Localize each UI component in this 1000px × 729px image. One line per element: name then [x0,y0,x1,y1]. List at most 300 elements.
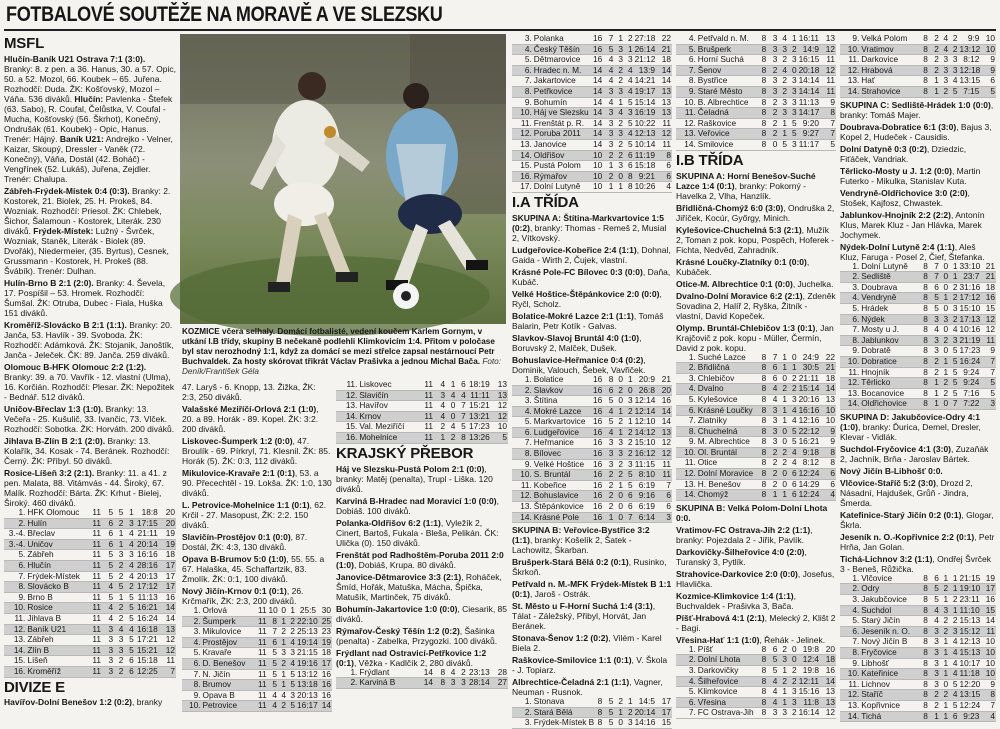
table-cell-losses: 5 [949,679,958,690]
ib-c-table [840,262,996,410]
match-report [512,289,672,309]
table-cell-draws: 1 [278,680,287,691]
table-cell-points: 13 [820,687,836,698]
table-cell-losses: 8 [456,432,466,443]
table-cell-losses: 1 [949,262,958,272]
table-cell-rank: 5. [512,55,533,66]
table-cell-played: 8 [592,707,603,718]
table-cell-rank: 8. [182,680,202,691]
table-cell-score: 16:16 [135,550,159,561]
match-report [512,557,672,577]
table-cell-team: Štěpánkovice [533,502,592,513]
table-cell-draws: 3 [114,550,124,561]
table-cell-team: Krásné Pole [533,512,592,523]
table-cell-draws: 2 [614,385,624,396]
table-row [676,405,836,416]
table-row [840,34,996,44]
section-title-msfl: MSFL [4,35,45,52]
table-cell-losses: 3 [949,303,958,314]
table-cell-rank: 8. [4,582,26,593]
table-cell-wins: 7 [767,353,778,363]
table-cell-wins: 6 [603,385,614,396]
table-cell-points: 16 [317,669,332,680]
table-cell-draws: 2 [614,118,624,129]
table-cell-losses: 4 [124,539,134,550]
match-report [512,333,672,353]
table-cell-team: Suchdol [860,605,918,616]
match-result: Dvalno-Dolní Moravice 6:2 (2:1) [676,290,803,301]
divize-report [4,697,176,707]
table-row [840,388,996,399]
table-cell-draws: 1 [278,669,287,680]
table-cell-team: D. Benešov [202,658,258,669]
table-cell-points: 14 [159,613,176,624]
table-row [676,373,836,384]
table-cell-score: 27:18 [634,33,656,43]
table-cell-losses: 5 [624,97,634,108]
table-cell-score: 17:12 [135,582,159,593]
ib-b-table-bottom [840,34,996,98]
table-cell-played: 8 [756,479,767,490]
table-cell-draws: 1 [940,669,949,680]
match-result: Darkovičky-Šilheřovice 4:0 (2:0) [676,546,805,557]
table-cell-wins: 2 [434,422,446,433]
table-cell-points: 9 [980,55,996,66]
football-players-photo [180,34,506,324]
table-cell-draws: 4 [114,624,124,635]
table-cell-draws: 4 [940,44,949,55]
table-row [512,171,672,182]
match-report [336,518,508,548]
table-cell-losses: 1 [949,605,958,616]
table-cell-score: 6:19 [634,480,656,491]
table-cell-played: 8 [918,34,929,44]
table-cell-losses: 3 [949,55,958,66]
table-cell-team: Kylešovice [697,394,756,405]
table-cell-losses: 4 [788,447,798,458]
match-report [512,267,672,287]
table-cell-losses: 4 [949,648,958,659]
match-result: Hlučín-Baník U21 Ostrava 7:1 (3:0). [4,54,146,64]
table-cell-losses: 8 [624,182,634,193]
table-cell-team: Markvartovice [533,417,592,428]
table-row [676,363,836,374]
table-cell-draws: 1 [446,380,456,390]
table-cell-points: 11 [820,55,836,66]
table-cell-played: 8 [918,626,929,637]
match-details: Branky: 11. a 41. z pen. Malata, 88. Vitámvás - 44. Široký, 67. Malík. Rozhodčí: Bárta. ŽK: Krhut - Bielej, Široký. 460 diváků. [4,468,167,508]
table-cell-score: 16:21 [135,603,159,614]
table-cell-draws: 1 [278,637,287,648]
table-cell-wins: 4 [929,325,940,336]
match-report [336,496,508,516]
table-cell-wins: 3 [102,635,114,646]
table-cell-team: Kroměříž [26,666,90,677]
table-cell-score: 12:16 [798,415,820,426]
match-details: , Aleš Kluz, Faruga - Posel 2, Čief, Štefanka. [840,241,985,262]
table-cell-wins: 1 [603,182,614,193]
table-cell-played: 14 [593,128,603,139]
table-cell-wins: 2 [929,44,940,55]
table-cell-losses: 5 [124,635,134,646]
table-cell-losses: 3 [788,55,798,66]
table-cell-draws: 2 [778,458,788,469]
table-cell-played: 8 [918,648,929,659]
table-cell-losses: 5 [124,603,134,614]
table-row [4,550,176,561]
table-cell-draws: 2 [114,603,124,614]
table-cell-draws: 3 [614,44,624,55]
table-row [4,571,176,582]
match-details: , Drozd 2, Násadní, Hajdušek, Grůň - Jindra, Šmerda. [840,477,973,508]
table-cell-draws: 3 [778,44,788,55]
match-details: , branky: Thomas - Remeš 2, Musial 2, Vítkovský. [512,222,667,243]
divize-table-bottom [336,380,508,444]
table-cell-score: 25:5 [296,606,317,616]
table-cell-score: 9:24 [959,378,981,389]
table-cell-draws: 3 [614,449,624,460]
table-cell-losses: 5 [788,118,798,129]
table-cell-team: Hradec n. M. [533,65,592,76]
table-cell-team: Libhošť [860,658,918,669]
table-cell-wins: 5 [268,680,279,691]
table-cell-draws: 1 [940,356,949,367]
table-cell-draws: 4 [614,108,624,119]
table-cell-team: Dvalno [697,384,756,395]
table-cell-draws: 0 [614,502,624,513]
table-cell-played: 8 [756,86,767,97]
table-cell-rank: 3. [512,34,533,44]
table-cell-score: 14:14 [798,75,820,86]
table-cell-points: 12 [980,325,996,336]
table-cell-losses: 0 [788,655,798,666]
table-cell-played: 8 [756,363,767,374]
match-details: Branky: 13. Kolařík, 34. Kosak - 74. Beránek. Rozhodčí: Černý. ŽK: Příbyl. 50 diváků. [4,436,170,466]
table-cell-played: 11 [258,668,267,679]
table-cell-played: 16 [593,511,603,522]
table-cell-team: Nový Jičín B [860,637,918,648]
table-cell-draws: 3 [778,97,788,108]
match-result: Píšť-Hrabová 4:1 (2:1) [676,612,765,623]
table-cell-played: 11 [258,615,267,626]
table-cell-wins: 1 [929,388,940,399]
match-report [676,225,836,255]
table-cell-team: Píšť [697,645,756,655]
match-result: Opava B-Brumov 5:0 (1:0) [182,554,287,564]
table-cell-rank: 4. [512,406,533,417]
table-cell-rank: 14. [676,139,697,150]
table-cell-score: 21:11 [798,372,819,383]
table-cell-draws: 2 [778,676,788,687]
table-cell-wins: 2 [929,701,940,712]
match-details: 47. Laryš - 6. Knopp, 13. Žižka, ŽK: 2:3, 250 diváků. [182,382,316,402]
table-cell-wins: 2 [929,367,940,378]
table-cell-wins: 1 [929,711,940,722]
table-cell-played: 16 [593,33,603,43]
match-details: , Ondřej Švrček 3 - Beneš, Růžička. [840,553,991,574]
table-cell-wins: 4 [268,690,279,701]
table-cell-points: 6 [980,76,996,87]
table-cell-played: 11 [90,656,102,667]
table-cell-score: 11:8 [798,697,820,708]
table-cell-played: 11 [258,636,267,647]
table-cell-draws: 1 [940,637,949,648]
table-cell-team: Bocanovice [860,388,918,399]
table-cell-points: 6 [656,502,672,513]
table-cell-rank: 4. [840,293,860,304]
table-cell-draws: 4 [778,65,788,76]
table-cell-losses: 5 [949,346,958,357]
table-cell-points: 10 [980,44,996,55]
ia-a-reports [512,213,672,375]
table-row [336,668,508,678]
krajsky-reports [336,464,508,668]
table-cell-wins: 7 [603,34,614,44]
table-row [840,574,996,584]
match-report [840,144,996,164]
table-cell-team: Zábřeh [26,635,90,646]
table-row [512,34,672,44]
table-cell-rank: 2. [512,385,533,396]
table-cell-score: 11:17 [798,138,819,149]
table-cell-points: 19 [317,637,332,648]
match-details: , Daňa, Kubáč. [512,266,671,287]
table-cell-losses: 5 [124,592,134,603]
match-result: Karviná B-Hradec nad Moravicí 1:0 (0:0) [336,495,497,506]
table-cell-score: 10:17 [959,657,981,668]
table-cell-points: 12 [820,44,836,55]
table-cell-team: Šenov [697,65,756,76]
table-cell-score: 23:7 [959,272,981,283]
table-row [182,701,332,712]
match-result: SKUPINA B: Veřovice-Bystřice 3:2 (1:1) [512,525,650,546]
match-result: Kylešovice-Chuchelná 5:3 (2:1) [676,224,802,235]
table-cell-team: Jihlava B [26,613,90,624]
table-row [840,584,996,595]
table-cell-rank: 10. [676,447,697,458]
table-cell-points: 15 [656,718,672,729]
table-cell-rank: 12. [840,690,860,701]
table-cell-score: 11:11 [467,390,491,401]
match-details: , Jan Krajčovič z pok. kopu - Müller, Čermín, David z pok. kopu. [676,322,834,353]
table-cell-score: 31:16 [959,281,981,292]
match-details: , Dobiáš, Krupa. 80 diváků. [353,559,457,570]
match-result: Slavičín-Prostějov 0:1 (0:0) [182,532,291,542]
table-cell-draws: 2 [614,139,624,150]
table-cell-points: 18 [159,550,176,561]
table-cell-losses: 2 [624,449,634,460]
table-cell-played: 8 [756,118,767,129]
table-cell-rank: 6. [840,626,860,637]
table-cell-score: 28:14 [467,678,491,689]
table-cell-score: 16:21 [798,436,820,447]
match-result: Hlučín: [74,94,104,104]
table-row [840,303,996,314]
match-details: , Věžka - Kadlčík 2, 280 diváků. [353,657,474,668]
match-result: Brušperk-Stará Bělá 0:2 (0:1) [512,557,629,568]
table-cell-draws: 2 [614,150,624,161]
table-cell-score: 17:13 [959,313,981,324]
table-cell-rank: 6. [4,560,26,571]
table-cell-team: Velké Hoštice [533,459,592,470]
match-details: , branky: Ďurica, Demel, Dresler, Klevar - Vidlák. [840,421,981,442]
table-cell-team: Velká Polom [860,34,918,44]
table-cell-wins: 3 [929,626,940,637]
match-result: Kroměříž-Slovácko B 2:1 (1:1). [4,320,127,330]
table-cell-played: 11 [90,635,102,646]
table-cell-draws: 0 [614,718,624,729]
table-cell-points: 16 [820,666,836,677]
table-cell-played: 8 [918,616,929,627]
table-row [512,470,672,481]
table-cell-wins: 5 [767,666,778,677]
match-result: Jablunkov-Hnojník 2:2 (2:2) [840,209,951,220]
table-cell-team: Baník U21 [26,624,90,635]
ib-b-table-top [676,645,836,719]
table-cell-draws: 2 [778,447,788,458]
table-cell-draws: 1 [614,480,624,491]
table-cell-draws: 5 [778,139,788,150]
table-cell-score: 14:14 [798,85,820,96]
table-cell-draws: 2 [114,613,124,624]
table-cell-team: Brušperk [697,44,756,55]
table-cell-score: 19:17 [634,85,656,96]
table-cell-played: 8 [756,76,767,87]
match-result: Jihlava B-Zlín B 2:1 (2:0). [4,436,106,446]
table-cell-losses: 1 [624,44,634,55]
table-cell-draws: 2 [114,656,124,667]
table-row [336,411,508,422]
match-report [4,278,176,318]
table-cell-draws: 0 [778,479,788,490]
table-cell-score: 9:21 [634,171,656,182]
table-cell-played: 11 [90,550,102,561]
table-cell-wins: 1 [767,490,778,501]
table-cell-rank: 9. [182,690,202,701]
table-cell-wins: 5 [603,44,614,55]
table-cell-team: Raškovice [697,118,756,129]
table-cell-points: 11 [980,626,996,637]
table-cell-played: 11 [90,603,102,614]
table-cell-wins: 2 [767,469,778,480]
table-cell-draws: 0 [778,373,788,384]
table-cell-team: Kravaře [202,648,258,659]
table-cell-wins: 3 [102,624,114,635]
table-cell-team: Kobeřice [533,480,592,491]
table-cell-draws: 1 [778,353,788,363]
table-cell-draws: 1 [940,595,949,606]
table-cell-losses: 6 [788,490,798,501]
table-cell-draws: 2 [446,432,456,443]
table-row [512,491,672,502]
table-cell-draws: 3 [614,438,624,449]
table-cell-draws: 2 [940,584,949,595]
table-cell-played: 14 [593,138,603,149]
match-result: Zábřeh-Frýdek-Místek 0:4 (0:3). [4,186,130,196]
match-details: Branky: 2. Kostorek, 21. Biolek, 25. H. Prokeš, 84. Wozniak. Rozhodčí: Priesol. ŽK: Chlebek, Šichor, Šalamoun - Kostorek, Literák. 230 diváků. [4,186,171,236]
table-cell-score: 15:14 [798,383,820,394]
table-cell-played: 8 [592,718,603,729]
match-report [676,171,836,201]
table-cell-draws: 0 [778,469,788,480]
table-cell-rank: 5. [676,687,697,698]
table-cell-rank: 9. [512,97,533,108]
msfl-table [4,508,176,678]
table-cell-points: 10 [980,648,996,659]
match-result: Katefinice-Starý Jičín 0:2 (0:1) [840,509,962,520]
match-report [4,697,176,707]
table-cell-played: 11 [258,626,267,637]
table-cell-score: 14:12 [634,426,656,437]
table-cell-played: 8 [756,437,767,448]
table-cell-losses: 1 [949,272,958,283]
table-cell-points: 14 [656,65,672,76]
match-report [676,569,836,589]
table-cell-points: 7 [820,129,836,140]
table-cell-played: 16 [593,384,603,395]
match-photo [180,34,506,324]
table-cell-points: 5 [980,378,996,389]
table-cell-wins: 5 [268,648,279,659]
table-cell-points: 12 [820,708,836,719]
match-report [512,579,672,599]
table-cell-score: 15:14 [634,96,656,107]
table-cell-rank: 8. [512,86,533,97]
table-cell-team: Mikulovice [202,627,258,638]
table-cell-wins: 1 [603,161,614,172]
table-cell-points: 10 [980,34,996,44]
table-cell-score: 6:19 [634,502,656,513]
table-cell-points: 9 [980,346,996,357]
table-cell-draws: 1 [940,658,949,669]
table-cell-team: Kopřivnice [860,701,918,712]
table-cell-losses: 5 [949,701,958,712]
table-row [676,384,836,395]
table-cell-rank: 15. [512,161,533,172]
table-cell-score: 30:5 [798,363,820,374]
table-row [182,606,332,616]
table-cell-wins: 3 [929,648,940,659]
table-row [676,139,836,150]
table-row [4,582,176,593]
table-cell-wins: 10 [268,605,278,615]
match-report [840,242,996,262]
table-cell-points: 5 [980,388,996,399]
table-cell-rank: 2. [336,678,358,689]
match-report [4,404,176,434]
table-cell-played: 11 [422,401,434,412]
table-row [4,613,176,624]
table-row [840,626,996,637]
table-row [840,55,996,66]
table-cell-points: 25 [317,616,332,627]
table-cell-wins: 3 [929,335,940,346]
table-cell-rank: 1. [182,606,202,616]
table-cell-rank: 5. [4,550,26,561]
table-cell-rank: 2. [512,707,533,718]
table-cell-losses: 5 [788,129,798,140]
table-cell-losses: 6 [124,666,134,677]
match-details: , Juchelka. [792,278,834,289]
table-row [4,645,176,656]
table-cell-wins: 2 [603,470,614,481]
table-cell-rank: 11. [840,55,860,66]
table-cell-losses: 3 [624,718,634,729]
table-cell-team: Šumperk [202,616,258,627]
table-cell-score: 26:14 [634,43,656,54]
krajsky-table-bottom [512,34,672,193]
table-cell-score: 11:13 [798,96,819,107]
